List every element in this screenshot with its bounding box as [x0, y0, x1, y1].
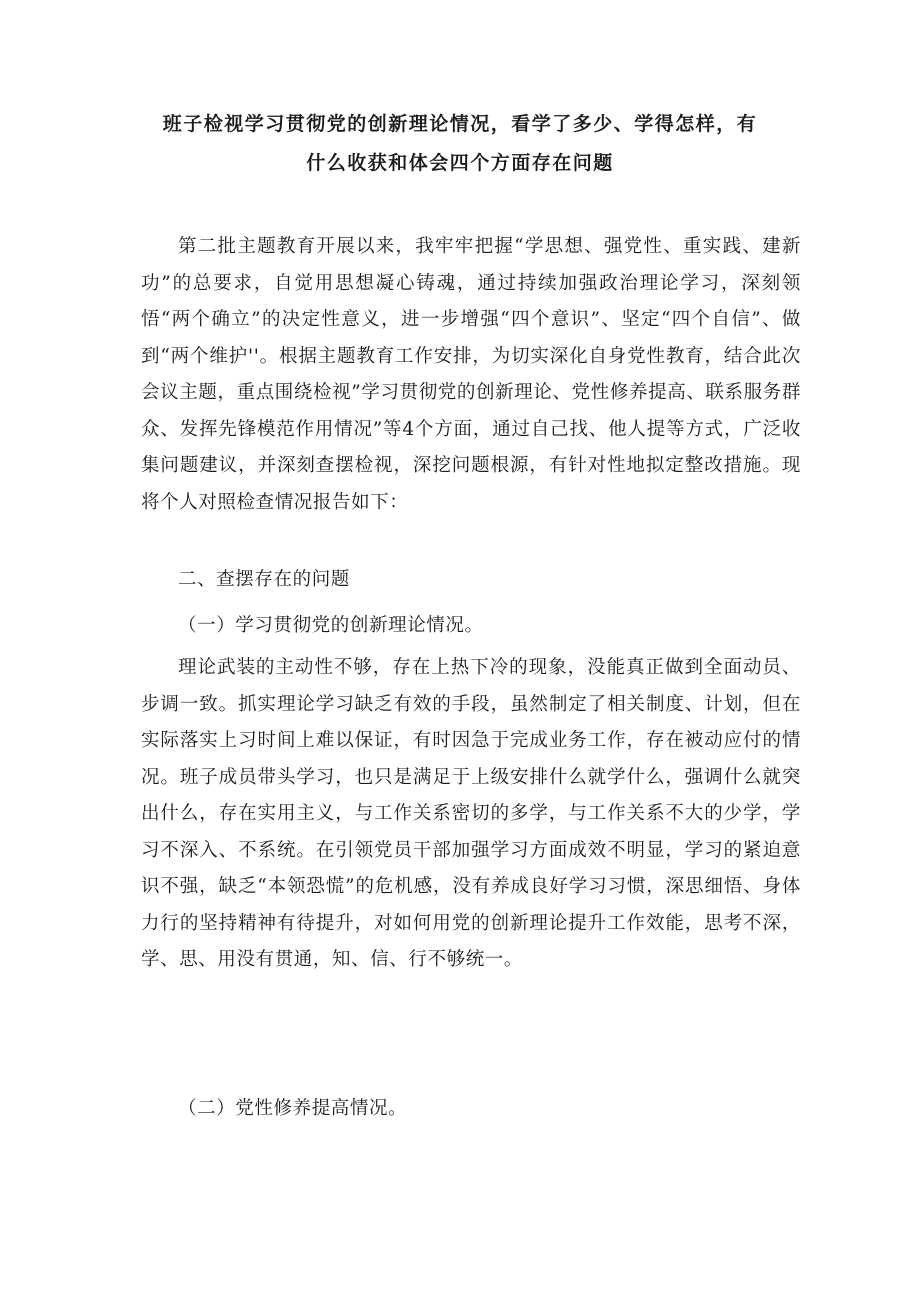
section-heading: 二、查摆存在的问题 — [178, 569, 350, 590]
intro-paragraph: 第二批主题教育开展以来，我牢牢把握“学思想、强党性、重实践、建新功”的总要求，自觉用思想凝心铸魂，通过持续加强政治理论学习，深刻领悟“两个确立”的决定性意义，进一步增强“四个意识”、坚定“四个自信”、做到“两个维护''。根据主题教育工作安排，为切实深化自身党性教育，结合此次会议主题，重点围绕检视”学习贯彻党的创新理论、党性修养提高、联系服务群众、发挥先锋模范作用情况”等4个方面，通过自己找、他人提等方式，广泛收集问题建议，并深刻查摆检视，深挖问题根源，有针对性地拟定整改措施。现将个人对照检查情况报告如下： — [141, 236, 801, 513]
subheading-party-spirit: （二）党性修养提高情况。 — [178, 1098, 408, 1119]
document-title-line-1: 班子检视学习贯彻党的创新理论情况，看学了多少、学得怎样，有 — [162, 113, 758, 135]
document-title-line-2: 什么收获和体会四个方面存在问题 — [306, 152, 614, 174]
subheading-study: （一）学习贯彻党的创新理论情况。 — [178, 615, 484, 636]
body-paragraph-study: 理论武装的主动性不够，存在上热下冷的现象，没能真正做到全面动员、步调一致。抓实理论学习缺乏有效的手段，虽然制定了相关制度、计划，但在实际落实上习时间上难以保证，有时因急于完成业务工作，存在被动应付的情况。班子成员带头学习，也只是满足于上级安排什么就学什么，强调什么就突出什么，存在实用主义，与工作关系密切的多学，与工作关系不大的少学，学习不深入、不系统。在引领党员干部加强学习方面成效不明显，学习的紧迫意识不强，缺乏“本领恐慌”的危机感，没有养成良好学习习惯，深思细悟、身体力行的坚持精神有待提升，对如何用党的创新理论提升工作效能，思考不深，学、思、用没有贯通，知、信、行不够统一。 — [141, 657, 801, 970]
